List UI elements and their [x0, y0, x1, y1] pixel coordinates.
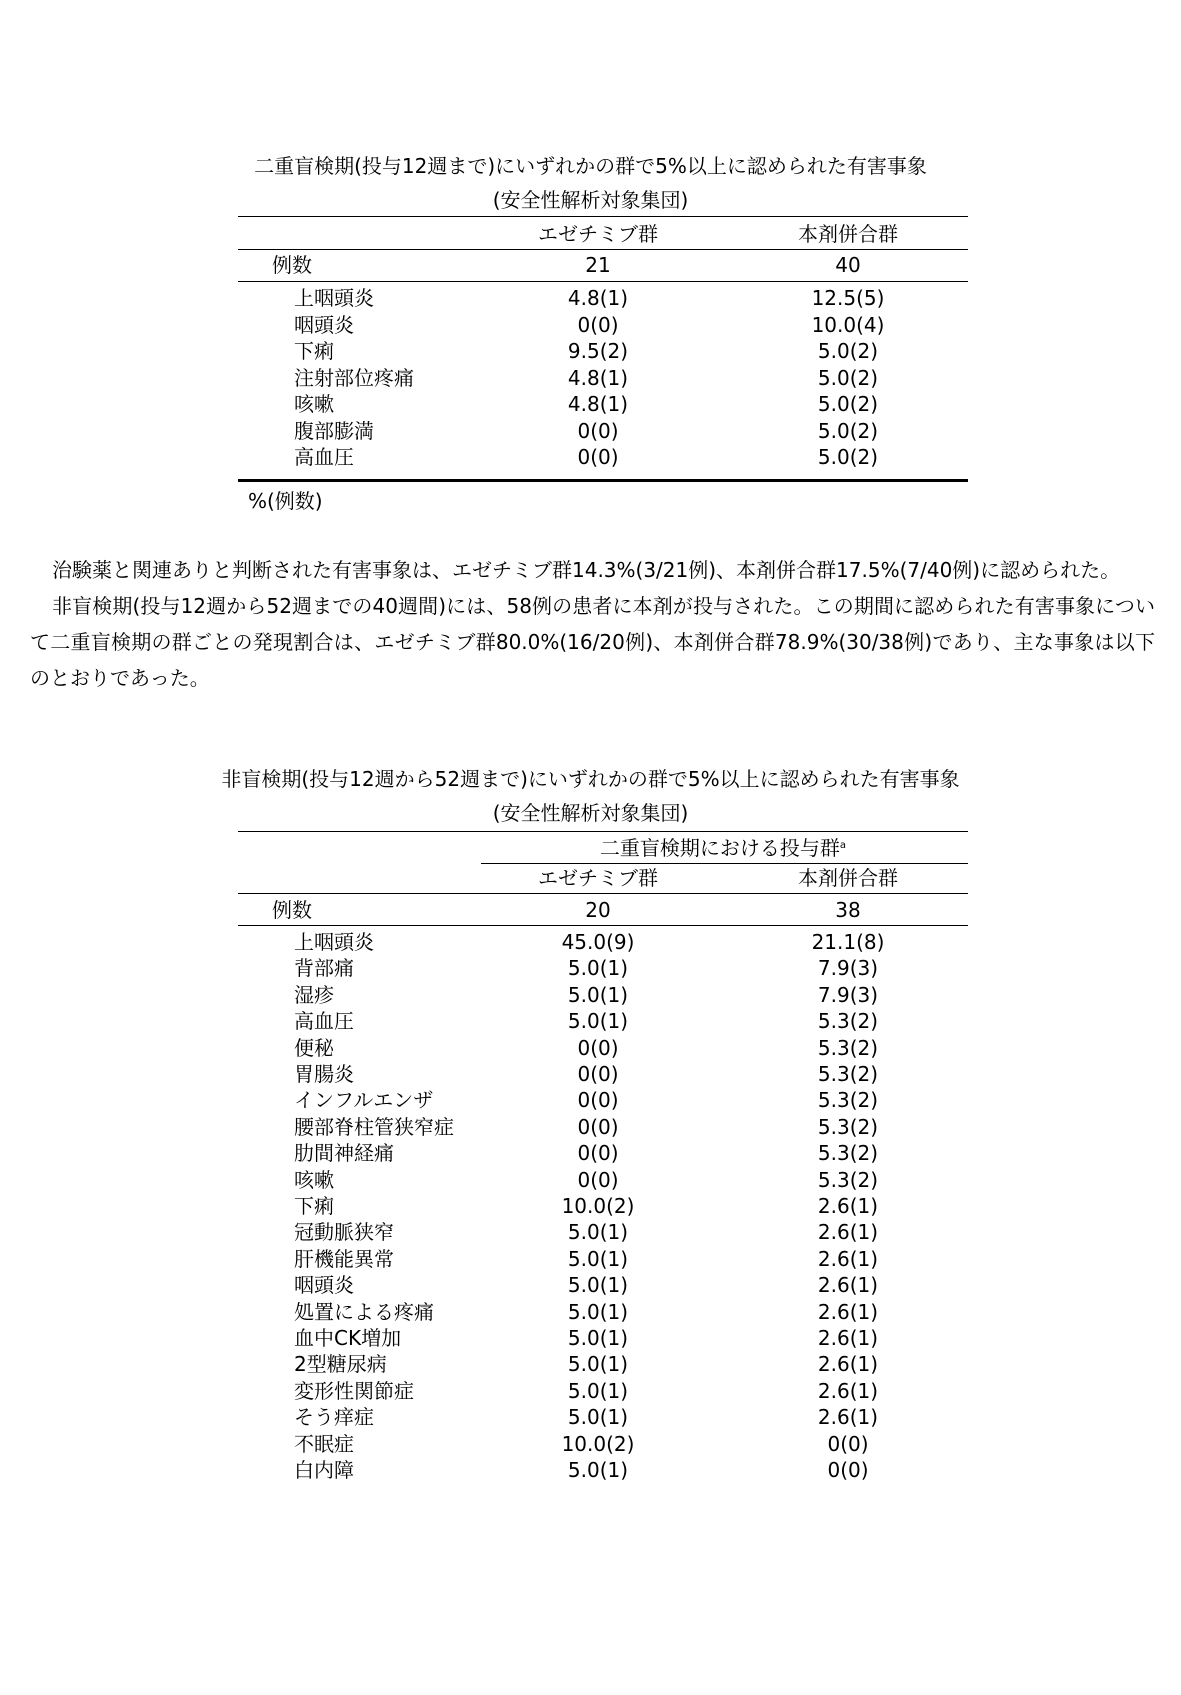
combined-value: 2.6(1)	[817, 1246, 879, 1271]
table1-col-ezetimibe: エゼチミブ群	[538, 222, 658, 246]
table-row	[238, 1456, 968, 1484]
ezetimibe-value: 4.8(1)	[567, 365, 629, 390]
event-label: 血中CK増加	[294, 1326, 402, 1350]
event-label: 湿疹	[294, 982, 334, 1007]
combined-value: 5.3(2)	[817, 1167, 879, 1192]
ezetimibe-value: 0(0)	[577, 1088, 619, 1113]
event-label: 咳嗽	[294, 392, 334, 416]
table2-header-row	[238, 864, 968, 892]
table2-subtitle: (安全性解析対象集団)	[492, 801, 689, 825]
table-row	[238, 311, 968, 339]
ezetimibe-value: 5.0(1)	[567, 1009, 629, 1034]
ezetimibe-value: 0(0)	[577, 1114, 619, 1139]
table1-col-combined: 本剤併合群	[798, 222, 898, 246]
ezetimibe-value: 0(0)	[577, 1062, 619, 1086]
event-label: 下痢	[294, 1194, 334, 1218]
ezetimibe-value: 10.0(2)	[561, 1194, 635, 1218]
table1-footnote: %(例数)	[248, 489, 323, 513]
event-label: 腰部脊柱管狭窄症	[294, 1114, 454, 1139]
combined-value: 5.3(2)	[817, 1141, 879, 1166]
body-text	[30, 552, 1155, 696]
paragraph-1: 治験薬と関連ありと判断された有害事象は、エゼチミブ群14.3%(3/21例)、本剤併合群17.5%(7/40例)に認められた。	[52, 558, 1121, 582]
ezetimibe-value: 0(0)	[577, 1167, 619, 1192]
table-row	[238, 1350, 968, 1378]
combined-value: 5.3(2)	[817, 1062, 879, 1086]
table1	[238, 216, 968, 482]
combined-value: 0(0)	[827, 1431, 869, 1456]
table-row	[238, 390, 968, 418]
table1-n1: 21	[585, 253, 611, 277]
event-label: 腹部膨満	[294, 418, 374, 443]
event-label: インフルエンザ	[294, 1088, 434, 1113]
event-label: 変形性関節症	[294, 1378, 414, 1403]
table-row	[238, 337, 968, 365]
table2	[238, 831, 968, 1531]
table2-n2: 38	[835, 898, 861, 922]
paragraph-2: 非盲検期(投与12週から52週までの40週間)には、58例の患者に本剤が投与された。この期間に認められた有害事象について二重盲検期の群ごとの発現割合は、エゼチミブ群80.0%(16/20例)、本剤併合群78.9%(30/38例)であり、主な事象は以下のとおりであった。	[30, 594, 1155, 690]
ezetimibe-value: 0(0)	[577, 445, 619, 469]
ezetimibe-value: 5.0(1)	[567, 956, 629, 981]
combined-value: 5.0(2)	[817, 392, 879, 416]
combined-value: 5.3(2)	[817, 1088, 879, 1113]
combined-value: 2.6(1)	[817, 1299, 879, 1324]
table-row	[238, 928, 968, 956]
table-row	[238, 1298, 968, 1326]
combined-value: 2.6(1)	[817, 1194, 879, 1218]
table2-group-header-text: 二重盲検期における投与群	[599, 836, 840, 860]
table1-subtitle: (安全性解析対象集団)	[492, 188, 689, 212]
combined-value: 5.0(2)	[817, 418, 879, 443]
table1-n2: 40	[835, 253, 861, 277]
combined-value: 5.0(2)	[817, 365, 879, 390]
table2-n-rule	[238, 925, 968, 926]
table1-header-row	[238, 220, 968, 248]
event-label: 白内障	[294, 1458, 354, 1482]
combined-value: 2.6(1)	[817, 1378, 879, 1403]
ezetimibe-value: 5.0(1)	[567, 1220, 629, 1245]
combined-value: 5.3(2)	[817, 1114, 879, 1139]
table-row	[238, 417, 968, 445]
table-row	[238, 954, 968, 982]
event-label: 注射部位疼痛	[294, 365, 414, 390]
table-row	[238, 1403, 968, 1431]
combined-value: 2.6(1)	[817, 1326, 879, 1350]
ezetimibe-value: 0(0)	[577, 312, 619, 337]
event-label: 咽頭炎	[294, 312, 354, 337]
table2-n-label: 例数	[272, 898, 312, 922]
ezetimibe-value: 5.0(1)	[567, 1299, 629, 1324]
event-label: 便秘	[294, 1035, 334, 1060]
table-row	[238, 364, 968, 392]
combined-value: 7.9(3)	[817, 956, 879, 981]
event-label: 高血圧	[294, 445, 354, 469]
table2-group-header	[478, 834, 968, 862]
event-label: 不眠症	[294, 1431, 354, 1456]
table-row	[238, 1007, 968, 1035]
event-label: 処置による疼痛	[294, 1299, 434, 1324]
combined-value: 5.0(2)	[817, 445, 879, 469]
table-row	[238, 1324, 968, 1352]
ezetimibe-value: 5.0(1)	[567, 1246, 629, 1271]
combined-value: 5.0(2)	[817, 339, 879, 363]
ezetimibe-value: 10.0(2)	[561, 1431, 635, 1456]
table-row	[238, 1034, 968, 1062]
table1-n-label: 例数	[272, 253, 312, 277]
table1-title: 二重盲検期(投与12週まで)にいずれかの群で5%以上に認められた有害事象	[254, 154, 927, 178]
table-row	[238, 1377, 968, 1405]
ezetimibe-value: 5.0(1)	[567, 1352, 629, 1377]
ezetimibe-value: 4.8(1)	[567, 286, 629, 310]
ezetimibe-value: 5.0(1)	[567, 1458, 629, 1482]
event-label: 肝機能異常	[294, 1246, 394, 1271]
event-label: 咳嗽	[294, 1167, 334, 1192]
table2-group-header-row	[238, 834, 968, 862]
ezetimibe-value: 0(0)	[577, 418, 619, 443]
table-row	[238, 1218, 968, 1246]
table-row	[238, 1430, 968, 1458]
event-label: 上咽頭炎	[294, 930, 374, 954]
table2-n-row	[238, 896, 968, 924]
table2-top-rule	[238, 831, 968, 832]
ezetimibe-value: 5.0(1)	[567, 1378, 629, 1403]
table1-header-rule	[238, 249, 968, 250]
table-row	[238, 981, 968, 1009]
combined-value: 5.3(2)	[817, 1035, 879, 1060]
table-row	[238, 1086, 968, 1114]
event-label: 2型糖尿病	[294, 1352, 387, 1377]
combined-value: 2.6(1)	[817, 1273, 879, 1298]
table-row	[238, 1060, 968, 1088]
table2-col-combined: 本剤併合群	[798, 866, 898, 890]
event-label: 咽頭炎	[294, 1273, 354, 1298]
table1-top-rule	[238, 216, 968, 217]
ezetimibe-value: 45.0(9)	[561, 930, 635, 954]
event-label: 胃腸炎	[294, 1062, 354, 1086]
table1-n-rule	[238, 281, 968, 282]
table-row	[238, 1192, 968, 1220]
ezetimibe-value: 5.0(1)	[567, 1273, 629, 1298]
combined-value: 2.6(1)	[817, 1405, 879, 1430]
ezetimibe-value: 5.0(1)	[567, 982, 629, 1007]
table-row	[238, 1166, 968, 1194]
table2-n1: 20	[585, 898, 611, 922]
ezetimibe-value: 0(0)	[577, 1035, 619, 1060]
table-row	[238, 1139, 968, 1167]
ezetimibe-value: 9.5(2)	[567, 339, 629, 363]
combined-value: 0(0)	[827, 1458, 869, 1482]
ezetimibe-value: 4.8(1)	[567, 392, 629, 416]
combined-value: 7.9(3)	[817, 982, 879, 1007]
event-label: 高血圧	[294, 1009, 354, 1034]
table2-title: 非盲検期(投与12週から52週まで)にいずれかの群で5%以上に認められた有害事象	[221, 767, 960, 791]
table2-col-ezetimibe: エゼチミブ群	[538, 866, 658, 890]
combined-value: 5.3(2)	[817, 1009, 879, 1034]
event-label: 上咽頭炎	[294, 286, 374, 310]
combined-value: 21.1(8)	[811, 930, 885, 954]
combined-value: 2.6(1)	[817, 1352, 879, 1377]
table-row	[238, 1113, 968, 1141]
table-row	[238, 284, 968, 312]
combined-value: 12.5(5)	[811, 286, 885, 310]
table2-header-rule	[238, 893, 968, 894]
event-label: そう痒症	[294, 1405, 374, 1430]
combined-value: 2.6(1)	[817, 1220, 879, 1245]
ezetimibe-value: 0(0)	[577, 1141, 619, 1166]
combined-value: 10.0(4)	[811, 312, 885, 337]
ezetimibe-value: 5.0(1)	[567, 1405, 629, 1430]
table-row	[238, 1245, 968, 1273]
event-label: 下痢	[294, 339, 334, 363]
event-label: 冠動脈狭窄	[294, 1220, 394, 1245]
table2-group-header-sup: a	[839, 840, 847, 851]
event-label: 背部痛	[294, 956, 354, 981]
table-row	[238, 443, 968, 471]
ezetimibe-value: 5.0(1)	[567, 1326, 629, 1350]
event-label: 肋間神経痛	[294, 1141, 394, 1166]
table1-bottom-rule	[238, 479, 968, 482]
table1-n-row	[238, 251, 968, 279]
table-row	[238, 1271, 968, 1299]
